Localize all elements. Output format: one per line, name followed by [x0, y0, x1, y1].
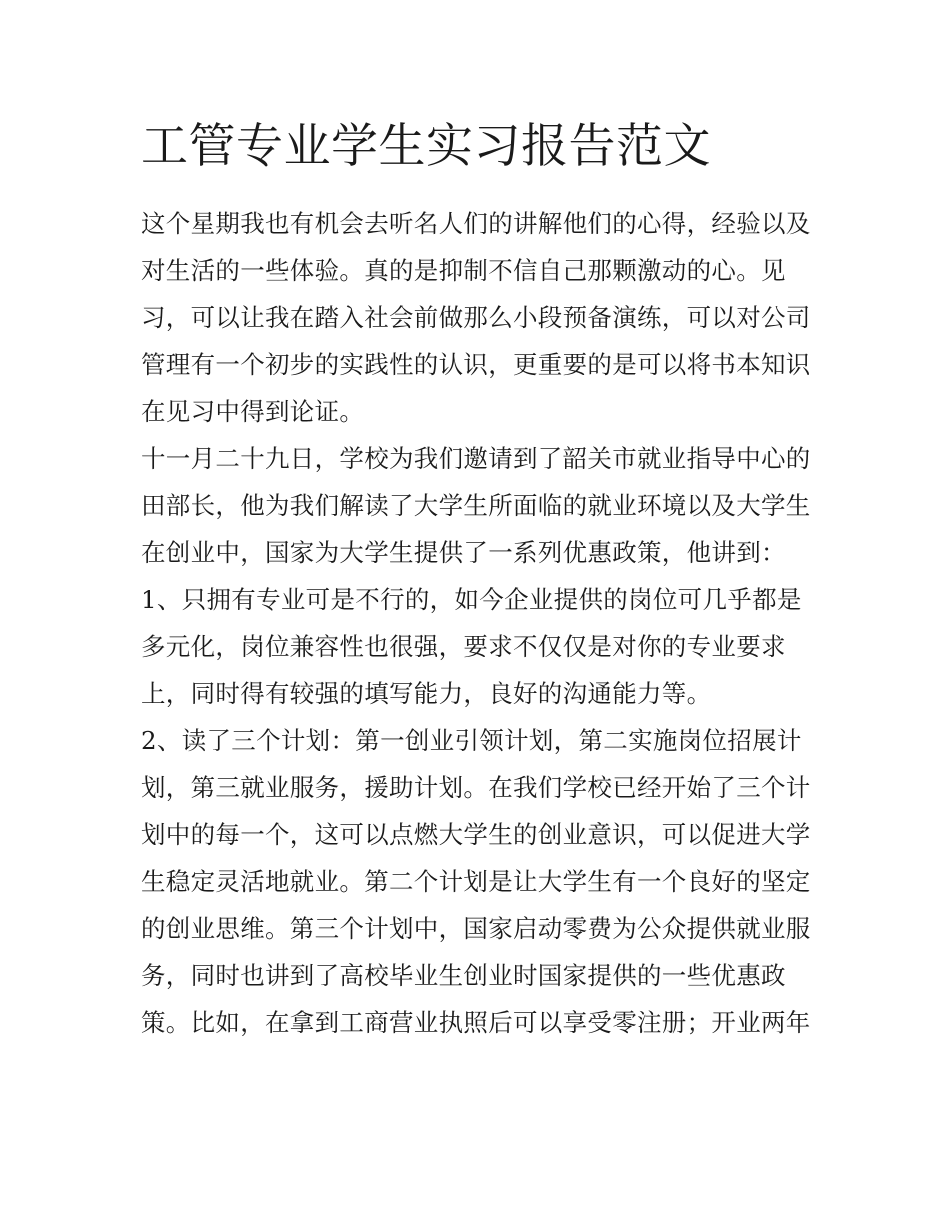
text-line: 策。比如，在拿到工商营业执照后可以享受零注册；开业两年 [141, 1008, 811, 1037]
text-line: 田部长，他为我们解读了大学生所面临的就业环境以及大学生 [141, 491, 811, 520]
text-line: 1、只拥有专业可是不行的，如今企业提供的岗位可几乎都是 [141, 585, 802, 614]
text-line: 务，同时也讲到了高校毕业生创业时国家提供的一些优惠政 [141, 961, 786, 990]
text-line: 多元化，岗位兼容性也很强，要求不仅仅是对你的专业要求 [141, 632, 786, 661]
text-line: 划中的每一个，这可以点燃大学生的创业意识，可以促进大学 [141, 820, 811, 849]
text-line: 对生活的一些体验。真的是抑制不信自己那颗激动的心。见 [141, 256, 786, 285]
text-line: 在见习中得到论证。 [141, 397, 365, 426]
document-title: 工管专业学生实习报告范文 [141, 119, 711, 174]
text-line: 习，可以让我在踏入社会前做那么小段预备演练，可以对公司 [141, 303, 811, 332]
text-line: 上，同时得有较强的填写能力，良好的沟通能力等。 [141, 679, 712, 708]
text-line: 生稳定灵活地就业。第二个计划是让大学生有一个良好的坚定 [141, 867, 811, 896]
text-line: 这个星期我也有机会去听名人们的讲解他们的心得，经验以及 [141, 209, 811, 238]
text-line: 十一月二十九日，学校为我们邀请到了韶关市就业指导中心的 [141, 444, 811, 473]
text-line: 在创业中，国家为大学生提供了一系列优惠政策，他讲到： [141, 538, 786, 567]
document-body [141, 200, 821, 1046]
text-line: 管理有一个初步的实践性的认识，更重要的是可以将书本知识 [141, 350, 811, 379]
text-line: 2、读了三个计划：第一创业引领计划，第二实施岗位招展计 [141, 726, 802, 755]
text-line: 划，第三就业服务，援助计划。在我们学校已经开始了三个计 [141, 773, 811, 802]
text-line: 的创业思维。第三个计划中，国家启动零费为公众提供就业服 [141, 914, 811, 943]
